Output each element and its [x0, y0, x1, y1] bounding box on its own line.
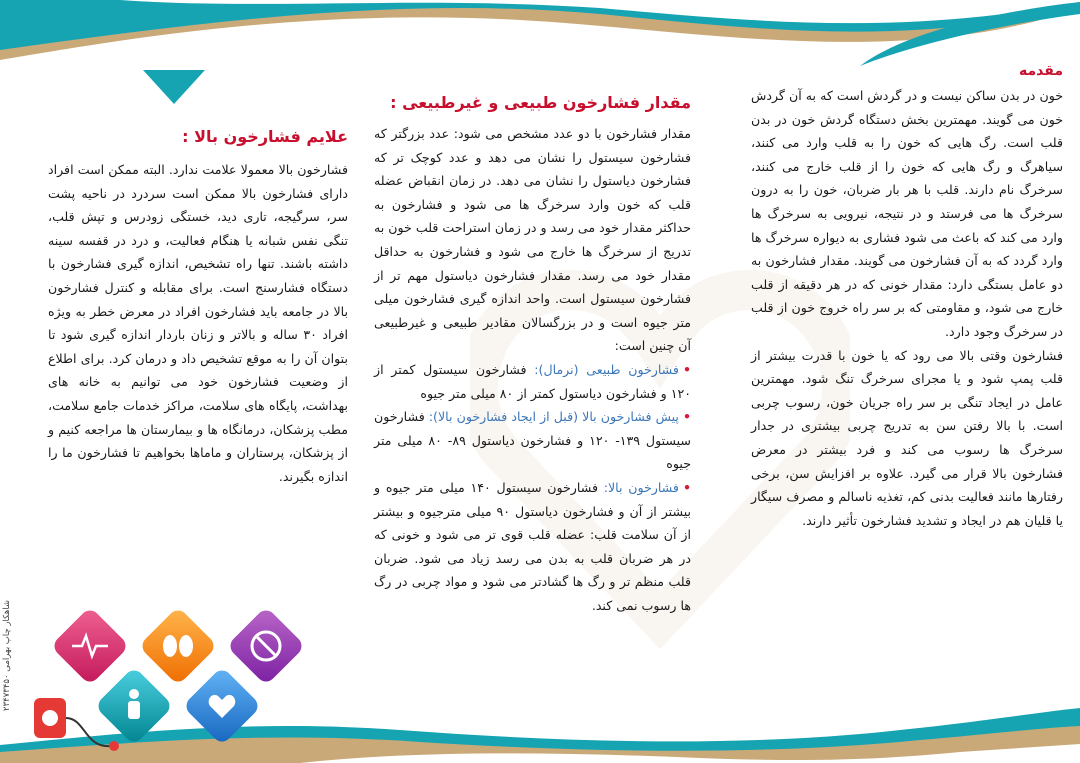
bullet-dot-icon: •: [682, 479, 691, 495]
intro-heading: مقدمه: [1019, 63, 1063, 79]
symptoms-column: [48, 122, 348, 488]
values-intro: مقدار فشارخون با دو عدد مشخص می شود: عدد بزرگتر که فشارخون سیستول را نشان می دهد و عدد کوچک تر که فشارخون دیاستول را نشان می دهد. در زمان انقباض عضله قلب که خون وارد سرخرگ ها می شود و فشارخون به حداکثر مقدار خود می رسد و در زمان استراحت قلب خون به تدریج از سرخرگ ها خارج می شود و فشارخون به حداقل مقدار خود می رسد. مقدار فشارخون دیاستول مهم تر از فشارخون سیستول است. واحد اندازه گیری فشارخون میلی متر جیوه است و در بزرگسالان مقادیر طبیعی و غیرطبیعی آن چنین است:: [374, 126, 691, 354]
bullet-dot-icon: •: [682, 409, 691, 425]
normal-bp-item: [374, 358, 691, 405]
kidney-icon: [138, 608, 217, 686]
prehypertension-text: فشارخون سیستول ۱۳۹- ۱۲۰ و فشارخون دیاستول ۸۹- ۸۰ میلی متر جیوه: [374, 409, 691, 472]
prehypertension-label: پیش فشارخون بالا (قبل از ایجاد فشارخون بالا):: [428, 409, 679, 425]
symptoms-paragraph: فشارخون بالا معمولا علامت ندارد. البته ممکن است افراد دارای فشارخون بالا ممکن است سردرد در ناحیه پشت سر، سرگیجه، تاری دید، خستگی زودرس و تپش قلب، تنگی نفس شبانه یا هنگام فعالیت، و درد در قفسه سینه داشته باشند. تنها راه تشخیص، اندازه گیری فشارخون با دستگاه فشارسنج است. برای مقابله و کنترل فشارخون بالا در جامعه باید فشارخون افراد در معرض خطر به ویژه افراد ۳۰ ساله و بالاتر و زنان باردار اندازه گیری شود تا بتوان آن را به موقع تشخیص داد و درمان کرد. برای اطلاع از وضعیت فشارخون خود می توانیم به خانه های بهداشت، پایگاه های سلامت، مراکز خدمات جامع سلامت، مطب پزشکان، درمانگاه ها و بیمارستان ها مراجعه کنیم و از پزشکان، پرستاران و ماماها بخواهیم تا فشارخون ما را اندازه بگیرند.: [48, 162, 349, 484]
intro-paragraph-1: خون در بدن ساکن نیست و در گردش است که به آن گردش خون می گویند. مهمترین بخش دستگاه گردش خون در بدن قلب است. رگ هایی که خون را به قلب وارد می کنند، سیاهرگ و رگ هایی که خون را از قلب خارج می کنند، سرخرگ نام دارند. قلب با هر بار ضربان، خون را به درون سرخرگ ها می فرستد و در نتیجه، نیرویی به سرخرگ ها وارد می کند که باعث می شود فشاری به دیواره سرخرگ ها وارد گردد که به آن فشارخون می گویند. مقدار فشارخون به دو عامل بستگی دارد: مقدار خونی که در هر دقیقه از قلب خارج می شود، و مقاومتی که بر سر راه خروج خون از قلب در سرخرگ وجود دارد.: [751, 88, 1063, 339]
hypertension-text: فشارخون سیستول ۱۴۰ میلی متر جیوه و بیشتر از آن و فشارخون دیاستول ۹۰ میلی مترجیوه و بیشتر از آن سلامت قلب: عضله قلب قوی تر می شود و خونی که در هر ضربان قلب به بدن می رسد زیاد می شود. ضربان قلب منظم تر و رگ ها گشادتر می شود و مواد چربی در رگ ها رسوب نمی کند.: [374, 479, 691, 613]
bullet-dot-icon: •: [682, 361, 691, 377]
heart-monitor-icon: [50, 608, 129, 686]
no-smoking-icon: [226, 608, 305, 686]
body-icon: [94, 666, 173, 745]
prehypertension-item: [374, 405, 691, 476]
teal-triangle: [143, 70, 205, 104]
symptoms-heading: علایم فشارخون بالا :: [182, 127, 348, 146]
intro-paragraph-2: فشارخون وقتی بالا می رود که یا خون با قدرت بیشتر از قلب پمپ شود و یا مجرای سرخرگ تنگ شود. مهمترین عامل در ایجاد تنگی بر سر راه جریان خون، رسوب چربی است. با بالا رفتن سن به تدریج چربی بیشتری در جدار سرخرگ ها رسوب می کند و فرد بیشتر در معرض فشارخون بالا قرار می گیرد. علاوه بر افزایش سن، برخی رفتارها مانند فعالیت بدنی کم، تغذیه ناسالم و مصرف سیگار یا قلیان هم در ایجاد و تشدید فشارخون تأثیر دارند.: [751, 347, 1063, 528]
hypertension-item: [374, 476, 691, 618]
normal-bp-label: فشارخون طبیعی (نرمال):: [534, 361, 679, 377]
normal-bp-text: فشارخون سیستول کمتر از ۱۲۰ و فشارخون دیاستول کمتر از ۸۰ میلی متر جیوه: [374, 361, 691, 401]
hypertension-label: فشارخون بالا:: [603, 479, 679, 495]
intro-column: [751, 58, 1063, 532]
values-column: [374, 88, 691, 617]
health-icons-illustration: [30, 608, 330, 758]
print-code: شاهکار چاپ بهرامی ۲۳۴۷۳۴۵۰: [2, 599, 12, 711]
heart-hands-icon: [182, 666, 261, 745]
values-heading: مقدار فشارخون طبیعی و غیرطبیعی :: [390, 93, 691, 112]
